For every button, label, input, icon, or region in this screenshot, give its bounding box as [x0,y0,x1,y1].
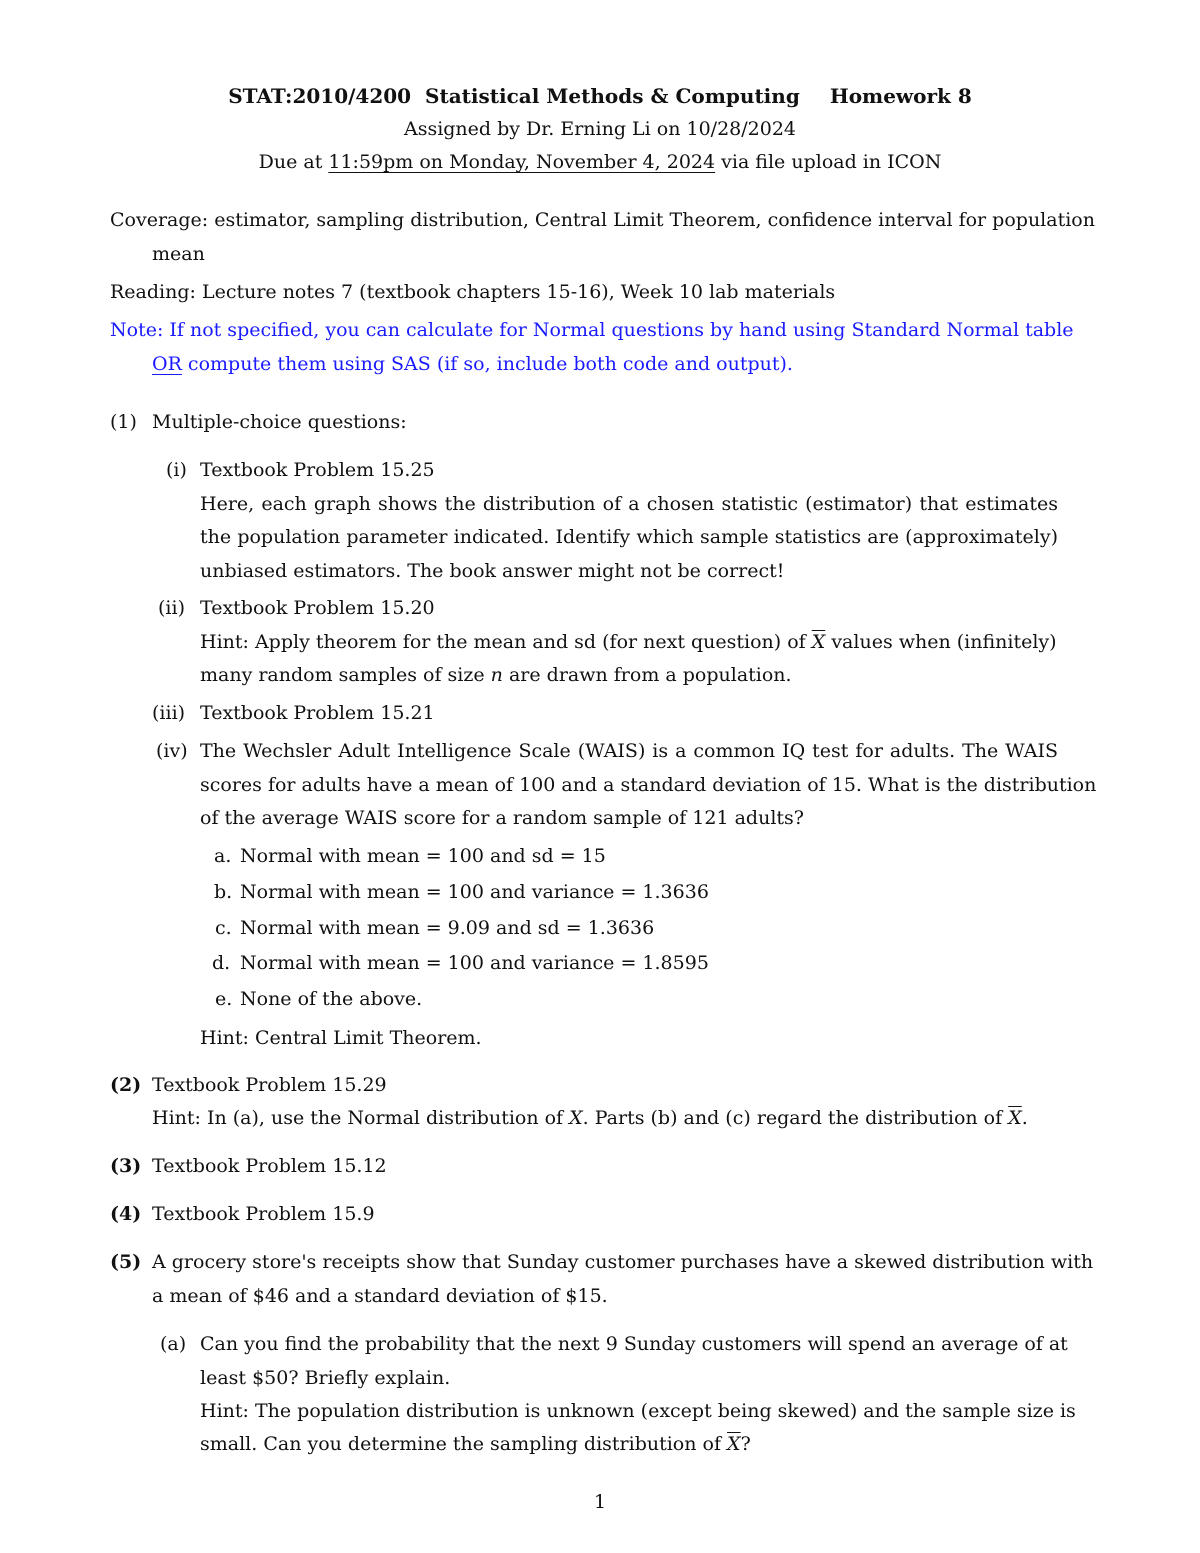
q1-text: Multiple-choice questions: [152,411,407,433]
q2-hint-text: Hint: In (a), use the Normal distribution of [152,1107,570,1129]
q3-title: Textbook Problem 15.12 [152,1155,387,1177]
due-time: 11:59pm on Monday, November 4, 2024 [328,151,716,173]
q1-iv-line: scores for adults have a mean of 100 and a standard deviation of 15. What is the distribution [200,774,1097,796]
q1-iii-label: (iii) [152,702,186,724]
x-bar-symbol: $\overline{X}$ [1008,1107,1022,1129]
q2-hint [152,1107,1028,1129]
q4-label: (4) [110,1203,142,1225]
document-title [0,84,1200,108]
note-continuation [152,353,793,375]
q5-a-line: least $50? Briefly explain. [200,1367,451,1389]
q1-iv-label: (iv) [156,740,188,762]
q1-iv-line: of the average WAIS score for a random sample of 121 adults? [200,807,804,829]
course-title: Statistical Methods & Computing [425,84,800,108]
q2-title: Textbook Problem 15.29 [152,1074,387,1096]
q1-ii-hint-line1 [200,631,1057,653]
q1-iii-title: Textbook Problem 15.21 [200,702,435,724]
assigned-line: Assigned by Dr. Erning Li on 10/28/2024 [403,118,797,140]
n-symbol: n [490,664,503,686]
option-label: a. [214,845,232,867]
reading-line: Reading: Lecture notes 7 (textbook chapters 15-16), Week 10 lab materials [110,281,836,303]
q1-i-line: the population parameter indicated. Identify which sample statistics are (approximately) [200,526,1058,548]
q1-ii-hint-text: values when (infinitely) [825,631,1057,653]
page-number: 1 [593,1491,607,1513]
x-symbol: X [569,1107,583,1129]
q3-label: (3) [110,1155,142,1177]
q5-a-hint: Hint: The population distribution is unknown (except being skewed) and the sample size is [200,1400,1076,1422]
q1-i-line: unbiased estimators. The book answer might not be correct! [200,560,785,582]
q1-iv-line: The Wechsler Adult Intelligence Scale (WAIS) is a common IQ test for adults. The WAIS [200,740,1058,762]
q1-ii-hint-text: are drawn from a population. [502,664,792,686]
q1-ii-hint-text: Hint: Apply theorem for the mean and sd (for next question) of [200,631,812,653]
q5-a-hint-text: ? [740,1433,751,1455]
option-label: b. [214,881,233,903]
q5-a-hint-line2 [200,1433,751,1455]
q1-i-label: (i) [166,459,187,481]
due-suffix: via file upload in ICON [715,151,942,173]
q5-a-hint-text: small. Can you determine the sampling distribution of [200,1433,728,1455]
course-code: STAT:2010/4200 [228,84,412,108]
option-text: Normal with mean = 100 and sd = 15 [240,845,606,867]
q4-title: Textbook Problem 15.9 [152,1203,375,1225]
q1-i-title: Textbook Problem 15.25 [200,459,435,481]
q5-line: A grocery store's receipts show that Sunday customer purchases have a skewed distribution with [152,1251,1094,1273]
coverage-continuation: mean [152,243,205,265]
q1-ii-hint-line2 [200,664,792,686]
q1-iv-hint: Hint: Central Limit Theorem. [200,1027,482,1049]
q5-a-line: Can you find the probability that the next 9 Sunday customers will spend an average of at [200,1333,1068,1355]
q1-ii-hint-text: many random samples of size [200,664,491,686]
coverage-line: Coverage: estimator, sampling distribution, Central Limit Theorem, confidence interval for population [110,209,1095,231]
q1-ii-label: (ii) [158,597,185,619]
q5-line: a mean of $46 and a standard deviation of $15. [152,1285,608,1307]
option-text: Normal with mean = 100 and variance = 1.3636 [240,881,709,903]
option-text: Normal with mean = 9.09 and sd = 1.3636 [240,917,655,939]
option-text: None of the above. [240,988,423,1010]
q2-label: (2) [110,1074,142,1096]
due-line [0,151,1200,173]
x-bar-symbol: $\overline{X}$ [727,1433,741,1455]
option-label: d. [212,952,231,974]
option-label: c. [215,917,232,939]
q2-hint-text: . Parts (b) and (c) regard the distribution of [582,1107,1009,1129]
q5-label: (5) [110,1251,142,1273]
q1-label: (1) [110,411,137,433]
q2-hint-text: . [1021,1107,1028,1129]
note-rest: compute them using SAS (if so, include both code and output). [181,353,793,375]
note-or: OR [152,353,182,375]
q1-ii-title: Textbook Problem 15.20 [200,597,435,619]
note-line: Note: If not specified, you can calculate for Normal questions by hand using Standard Normal table [110,319,1074,341]
q1-i-line: Here, each graph shows the distribution of a chosen statistic (estimator) that estimates [200,493,1058,515]
homework-number: Homework 8 [829,84,972,108]
option-text: Normal with mean = 100 and variance = 1.8595 [240,952,709,974]
due-prefix: Due at [258,151,329,173]
q5-a-label: (a) [160,1333,187,1355]
option-label: e. [215,988,233,1010]
x-bar-symbol: $\overline{X}$ [811,631,826,653]
